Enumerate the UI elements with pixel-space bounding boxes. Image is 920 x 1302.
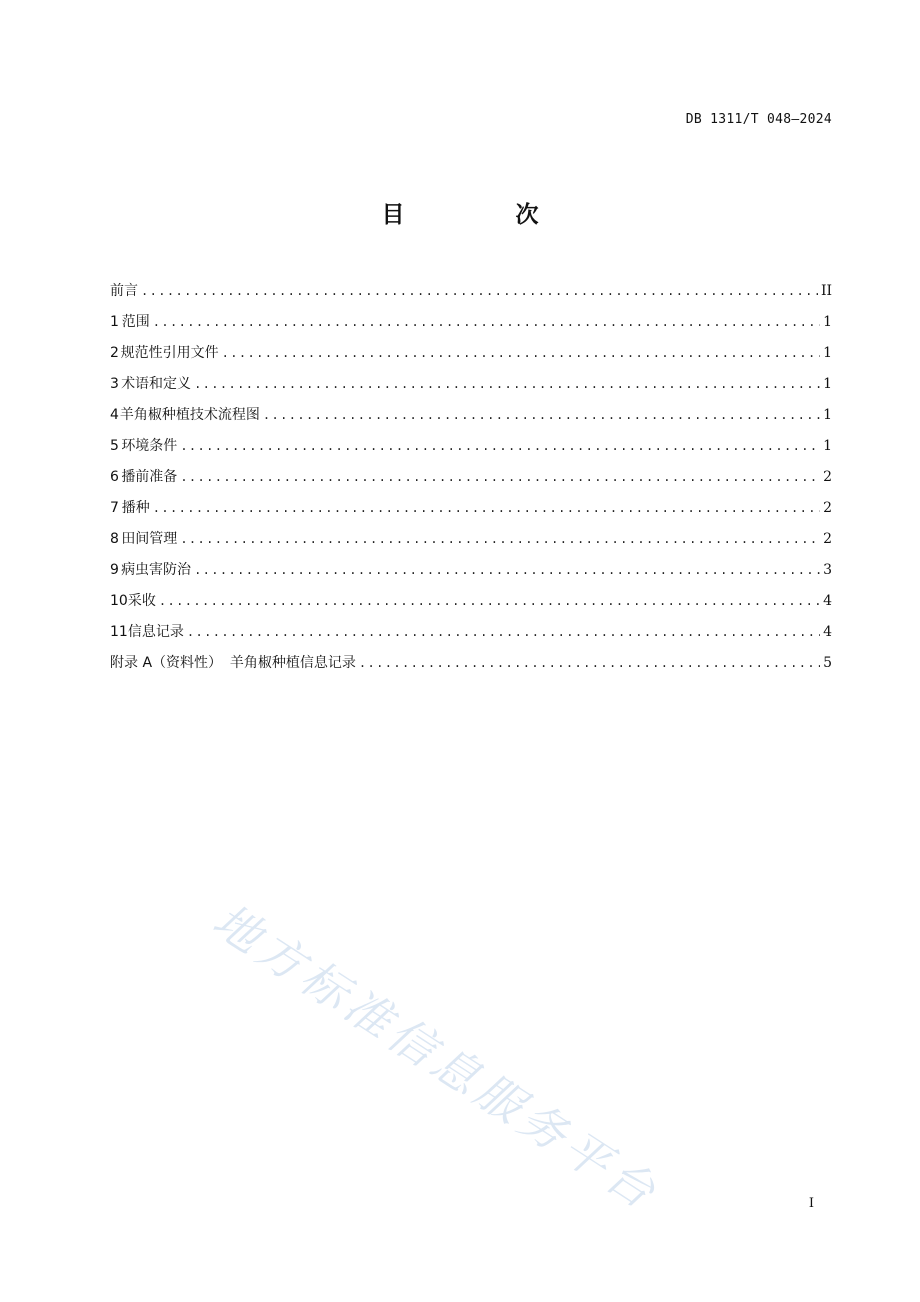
toc-entry-field-management[interactable] — [110, 528, 832, 559]
toc-entry-page: 1 — [823, 314, 832, 330]
toc-entry-sowing[interactable] — [110, 497, 832, 528]
toc-leader-dots — [180, 435, 820, 457]
toc-entry-number: 6 — [110, 469, 119, 485]
toc-entry-page: 2 — [823, 500, 832, 516]
toc-entry-label: 术语和定义 — [121, 376, 192, 392]
toc-entry-number: 7 — [110, 500, 119, 516]
toc-entry-records[interactable] — [110, 621, 832, 652]
toc-leader-dots — [263, 404, 820, 426]
toc-entry-number: 11 — [110, 624, 128, 640]
toc-entry-page: 4 — [823, 593, 832, 609]
toc-leader-dots — [359, 652, 820, 674]
toc-entry-appendix-a[interactable] — [110, 652, 832, 683]
toc-entry-label: 范围 — [121, 314, 150, 330]
toc-entry-page: 1 — [823, 438, 832, 454]
toc-entry-scope[interactable] — [110, 311, 832, 342]
toc-leader-dots — [153, 311, 820, 333]
toc-entry-page: 1 — [823, 345, 832, 361]
toc-entry-number: 5 — [110, 438, 119, 454]
toc-entry-number: 8 — [110, 531, 119, 547]
toc-entry-page: 1 — [823, 407, 832, 423]
toc-leader-dots — [180, 466, 820, 488]
toc-entry-label: 羊角椒种植信息记录 — [229, 655, 356, 671]
toc-entry-page: 2 — [823, 531, 832, 547]
document-code: DB 1311/T 048—2024 — [685, 112, 832, 127]
toc-entry-harvest[interactable] — [110, 590, 832, 621]
toc-leader-dots — [180, 528, 820, 550]
toc-entry-number: 4 — [110, 407, 119, 423]
toc-entry-label: 病虫害防治 — [121, 562, 192, 578]
toc-entry-label: 播种 — [121, 500, 150, 516]
toc-leader-dots — [153, 497, 820, 519]
toc-entry-page: 3 — [823, 562, 832, 578]
toc-entry-label: 规范性引用文件 — [120, 345, 219, 361]
toc-entry-terms-definitions[interactable] — [110, 373, 832, 404]
toc-entry-flowchart[interactable] — [110, 404, 832, 435]
toc-entry-page: II — [820, 283, 832, 299]
toc-entry-number: 3 — [110, 376, 119, 392]
toc-leader-dots — [194, 373, 820, 395]
toc-entry-number: 2 — [110, 345, 119, 361]
toc-entry-page: 5 — [823, 655, 832, 671]
watermark-text: 地方标准信息服务平台 — [203, 892, 670, 1222]
toc-leader-dots — [141, 280, 818, 302]
toc-entry-label: 信息记录 — [127, 624, 184, 640]
toc-entry-label: 田间管理 — [121, 531, 178, 547]
toc-entry-page: 4 — [823, 624, 832, 640]
toc-entry-normative-references[interactable] — [110, 342, 832, 373]
toc-entry-number: 9 — [110, 562, 119, 578]
toc-appendix-prefix: 附录 A（资料性） — [110, 655, 223, 671]
toc-entry-page: 2 — [823, 469, 832, 485]
toc-entry-label: 播前准备 — [121, 469, 178, 485]
toc-entry-environment[interactable] — [110, 435, 832, 466]
toc-entry-number: 1 — [110, 314, 119, 330]
toc-entry-label: 环境条件 — [121, 438, 178, 454]
toc-leader-dots — [194, 559, 820, 581]
toc-leader-dots — [187, 621, 820, 643]
table-of-contents — [110, 280, 832, 683]
toc-leader-dots — [159, 590, 820, 612]
page-title: 目 次 — [381, 202, 583, 228]
footer-page-number: I — [808, 1196, 814, 1211]
toc-entry-page: 1 — [823, 376, 832, 392]
toc-entry-pest-control[interactable] — [110, 559, 832, 590]
toc-leader-dots — [222, 342, 821, 364]
toc-entry-label: 羊角椒种植技术流程图 — [119, 407, 260, 423]
toc-entry-pre-sowing[interactable] — [110, 466, 832, 497]
toc-entry-label: 采收 — [127, 593, 156, 609]
toc-entry-label: 前言 — [110, 283, 138, 299]
toc-entry-number: 10 — [110, 593, 128, 609]
toc-entry-foreword[interactable] — [110, 280, 832, 311]
